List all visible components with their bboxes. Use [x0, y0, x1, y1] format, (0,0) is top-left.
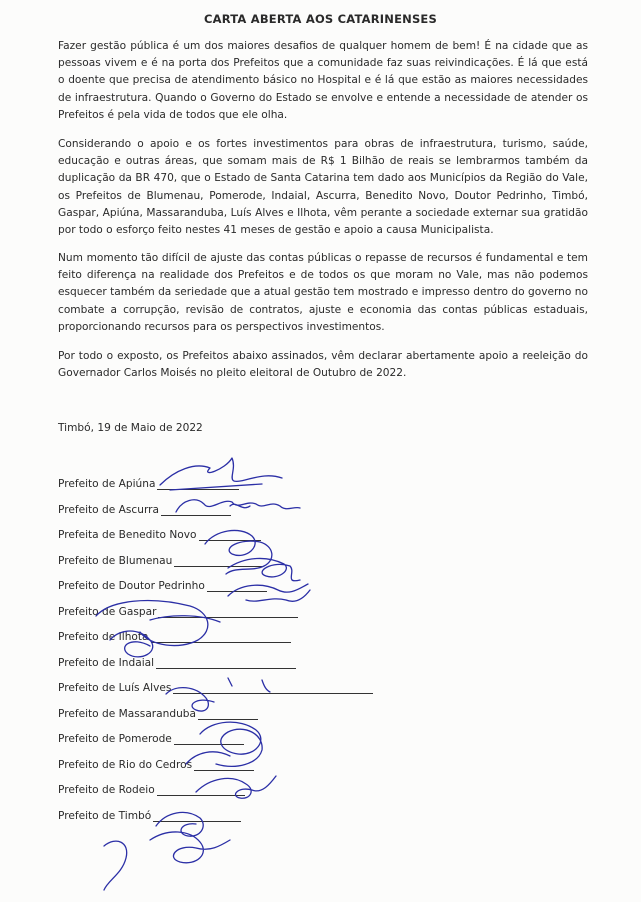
place-date: Timbó, 19 de Maio de 2022	[58, 422, 203, 434]
signature-line	[161, 504, 231, 516]
signature-row	[58, 810, 398, 836]
signature-line	[194, 759, 254, 771]
signatory-label: Prefeito de Rio do Cedros	[58, 758, 193, 771]
paragraph-2: Considerando o apoio e os fortes investimentos para obras de infraestrutura, turismo, saúde, educação e outras áreas, que somam mais de R$ 1 Bilhão de reais se lembrarmos também da duplicação da BR 470, que o Estado de Santa Catarina tem dado aos Municípios da Região do Vale, os Prefeitos de Blumenau, Pomerode, Indaial, Ascurra, Benedito Novo, Doutor Pedrinho, Timbó, Gaspar, Apiúna, Massaranduba, Luís Alves e Ilhota, vêm perante a sociedade externar sua gratidão por todo o esforço feito nestes 41 meses de gestão e apoio a causa Municipalista.	[58, 138, 588, 237]
signature-row	[58, 708, 398, 734]
document-title: CARTA ABERTA AOS CATARINENSES	[204, 12, 437, 26]
signature-line	[151, 631, 291, 643]
signature-line	[156, 657, 296, 669]
paragraph-3: Num momento tão difícil de ajuste das contas públicas o repasse de recursos é fundamental e tem feito diferença na realidade dos Prefeitos e de todos os que moram no Vale, mas não podemos esquecer também da seriedade que a atual gestão tem mostrado e impresso dentro do governo no combate a corrupção, revisão de contratos, ajuste e economia das contas públicas estaduais, proporcionando recursos para os perspectivos investimentos.	[58, 252, 588, 333]
signature-line	[198, 708, 258, 720]
signature-line	[207, 580, 267, 592]
signatory-label: Prefeito de Timbó	[58, 809, 152, 822]
signature-line	[174, 733, 244, 745]
paragraph-1: Fazer gestão pública é um dos maiores desafios de qualquer homem de bem! É na cidade que as pessoas vivem e é na porta dos Prefeitos que a comunidade faz suas reivindicações. É lá que está o doente que precisa de atendimento básico no Hospital e é lá que estão as maiores necessidades de infraestrutura. Quando o Governo do Estado se envolve e entende a necessidade de atender os Prefeitos é pela vida de todos que ele olha.	[58, 40, 588, 121]
signatory-label: Prefeito de Blumenau	[58, 554, 173, 567]
signature-line	[153, 810, 241, 822]
paragraph-4: Por todo o exposto, os Prefeitos abaixo assinados, vêm declarar abertamente apoio a reeleição do Governador Carlos Moisés no pleito eleitoral de Outubro de 2022.	[58, 350, 588, 380]
signatory-label: Prefeito de Ascurra	[58, 503, 159, 516]
signatory-label: Prefeito de Doutor Pedrinho	[58, 580, 205, 592]
signature-scribble	[104, 832, 230, 890]
signature-line	[174, 555, 262, 567]
signature-row	[58, 504, 398, 530]
signature-row	[58, 733, 398, 759]
signature-list	[58, 478, 398, 835]
signature-row	[58, 682, 398, 708]
signatory-label: Prefeito de Indaial	[58, 656, 155, 669]
signature-line	[199, 529, 261, 541]
signature-line	[173, 682, 373, 694]
signature-row	[58, 529, 398, 555]
signature-row	[58, 478, 398, 504]
signature-row	[58, 555, 398, 581]
signature-row	[58, 580, 398, 606]
signature-row	[58, 631, 398, 657]
signatory-label: Prefeito de Massaranduba	[58, 707, 197, 720]
signature-row	[58, 606, 398, 632]
signature-line	[157, 784, 245, 796]
signatory-label: Prefeito de Apiúna	[58, 478, 156, 490]
signatory-label: Prefeito de Ilhota	[58, 631, 149, 643]
signatory-label: Prefeito de Rodeio	[58, 784, 155, 796]
signature-row	[58, 759, 398, 785]
signature-line	[158, 606, 298, 618]
signature-row	[58, 784, 398, 810]
signatory-label: Prefeito de Pomerode	[58, 733, 172, 745]
signatory-label: Prefeito de Gaspar	[58, 605, 157, 618]
signature-line	[157, 478, 239, 490]
signature-row	[58, 657, 398, 683]
signatory-label: Prefeito de Luís Alves	[58, 682, 172, 694]
signatory-label: Prefeita de Benedito Novo	[58, 529, 197, 541]
